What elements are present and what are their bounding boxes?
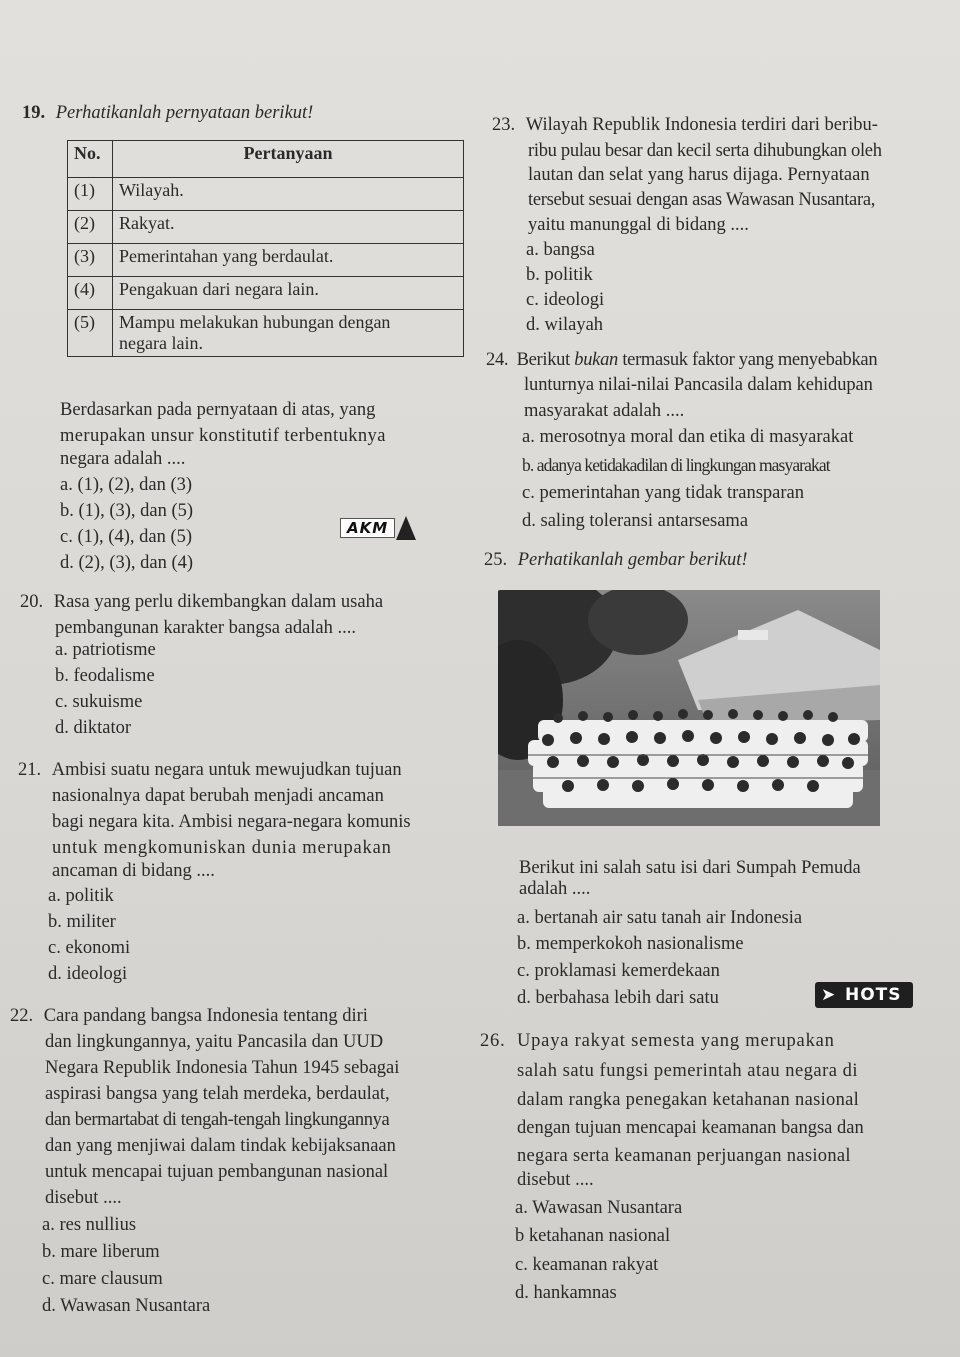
- q26-stem-line: dengan tujuan mencapai keamanan bangsa dan: [517, 1118, 864, 1138]
- q25-stem-line: adalah ....: [519, 879, 591, 899]
- q23-option-d: d. wilayah: [526, 315, 604, 335]
- q19-option-c: c. (1), (4), dan (5): [60, 527, 193, 547]
- table-cell-line: negara lain.: [119, 333, 203, 353]
- table-cell-text: Pengakuan dari negara lain.: [113, 277, 464, 310]
- table-cell-line: Mampu melakukan hubungan dengan: [119, 312, 391, 332]
- akm-badge: [340, 516, 420, 542]
- table-cell-no: (2): [68, 211, 113, 244]
- triangle-icon: [396, 516, 416, 540]
- q19-option-b: b. (1), (3), dan (5): [60, 501, 194, 521]
- q25-option-c: c. proklamasi kemerdekaan: [517, 961, 720, 981]
- q22-number: 22.: [10, 1006, 34, 1026]
- sumpah-pemuda-photo: [498, 590, 880, 826]
- q21-option-d: d. ideologi: [48, 964, 128, 984]
- q26-option-b: b ketahanan nasional: [515, 1226, 671, 1246]
- q25-option-d: d. berbahasa lebih dari satu: [517, 988, 719, 1008]
- q19-prompt: [22, 100, 313, 126]
- group-photo-illustration: [498, 590, 880, 826]
- q19-stem-line: Berdasarkan pada pernyataan di atas, yang: [60, 400, 376, 420]
- table-cell-text: Pemerintahan yang berdaulat.: [113, 244, 464, 277]
- q24-stem-pre: Berikut: [516, 350, 575, 370]
- q23-number: 23.: [492, 115, 516, 135]
- table-row: [68, 178, 464, 211]
- q19-stem-line: negara adalah ....: [60, 449, 186, 469]
- q20-stem-line: Rasa yang perlu dikembangkan dalam usaha: [53, 592, 384, 612]
- q22-stem-line: dan lingkungannya, yaitu Pancasila dan UUD: [45, 1032, 384, 1052]
- q24-option-a: a. merosotnya moral dan etika di masyarakat: [522, 427, 854, 447]
- q21-option-b: b. militer: [48, 912, 116, 932]
- q21-option-a: a. politik: [48, 886, 114, 906]
- q21-stem-line: nasionalnya dapat berubah menjadi ancaman: [52, 786, 384, 806]
- q25-prompt: [484, 547, 748, 573]
- q22-stem-line: dan bermartabat di tengah-tengah lingkungannya: [45, 1110, 390, 1130]
- q21-option-c: c. ekonomi: [48, 938, 131, 958]
- hots-badge: [815, 982, 913, 1008]
- q24-stem: [486, 347, 877, 373]
- q24-stem-line: masyarakat adalah ....: [524, 401, 685, 421]
- q23-stem-line: yaitu manunggal di bidang ....: [528, 215, 749, 235]
- q24-number: 24.: [486, 350, 509, 370]
- q23-stem-line: Wilayah Republik Indonesia terdiri dari beribu-: [525, 115, 878, 135]
- q20-number: 20.: [20, 592, 44, 612]
- q25-number: 25.: [484, 550, 508, 570]
- table-header-row: [68, 141, 464, 178]
- table-row: [68, 211, 464, 244]
- q21-stem-line: Ambisi suatu negara untuk mewujudkan tujuan: [51, 760, 402, 780]
- q26-stem-line: dalam rangka penegakan ketahanan nasional: [517, 1090, 860, 1110]
- q19-statement-table: [67, 140, 464, 357]
- table-cell-no: (4): [68, 277, 113, 310]
- table-cell-text: Wilayah.: [113, 178, 464, 211]
- q23-stem-line: lautan dan selat yang harus dijaga. Pernyataan: [528, 165, 870, 185]
- q22-option-b: b. mare liberum: [42, 1242, 160, 1262]
- q20-option-d: d. diktator: [55, 718, 132, 738]
- q20-stem-line: pembangunan karakter bangsa adalah ....: [55, 618, 357, 638]
- q21-stem-line: ancaman di bidang ....: [52, 861, 215, 881]
- q25-option-a: a. bertanah air satu tanah air Indonesia: [517, 908, 803, 928]
- q19-option-a: a. (1), (2), dan (3): [60, 475, 193, 495]
- q24-stem-line: lunturnya nilai-nilai Pancasila dalam kehidupan: [524, 375, 873, 395]
- table-header-no: No.: [68, 141, 113, 178]
- q26-stem-line: Upaya rakyat semesta yang merupakan: [516, 1031, 835, 1051]
- q26-number: 26.: [480, 1031, 506, 1051]
- q25-option-b: b. memperkokoh nasionalisme: [517, 934, 744, 954]
- q22-stem-line: Cara pandang bangsa Indonesia tentang diri: [43, 1006, 368, 1026]
- q21-number: 21.: [18, 760, 42, 780]
- q20-option-c: c. sukuisme: [55, 692, 143, 712]
- q26-option-d: d. hankamnas: [515, 1283, 617, 1303]
- q22-stem-line: dan yang menjiwai dalam tindak kebijaksanaan: [45, 1136, 396, 1156]
- q19-number: 19.: [22, 103, 46, 123]
- akm-badge-label: AKM: [340, 518, 395, 538]
- q22-stem-line: Negara Republik Indonesia Tahun 1945 sebagai: [45, 1058, 400, 1078]
- q21-stem-line: bagi negara kita. Ambisi negara-negara komunis: [52, 812, 411, 832]
- table-cell-no: (3): [68, 244, 113, 277]
- hots-badge-label: HOTS: [845, 985, 902, 1005]
- q21-stem-line: untuk mengkomuniskan dunia merupakan: [52, 838, 392, 858]
- q23-option-c: c. ideologi: [526, 290, 605, 310]
- q23-option-b: b. politik: [526, 265, 593, 285]
- q22-stem-line: untuk mencapai tujuan pembangunan nasional: [45, 1162, 389, 1182]
- q26-stem-line: salah satu fungsi pemerintah atau negara di: [517, 1061, 859, 1081]
- q24-option-c: c. pemerintahan yang tidak transparan: [522, 483, 805, 503]
- q25-prompt-text: Perhatikanlah gembar berikut!: [517, 550, 748, 570]
- table-cell-text: Rakyat.: [113, 211, 464, 244]
- q24-option-b: b. adanya ketidakadilan di lingkungan masyarakat: [522, 455, 830, 475]
- table-cell-text: [113, 310, 464, 357]
- q25-stem-line: Berikut ini salah satu isi dari Sumpah Pemuda: [519, 858, 861, 878]
- q19-prompt-text: Perhatikanlah pernyataan berikut!: [55, 103, 314, 123]
- q23-stem: [492, 112, 878, 138]
- table-row: [68, 277, 464, 310]
- q19-stem-line: merupakan unsur konstitutif terbentuknya: [60, 426, 386, 446]
- q23-stem-line: ribu pulau besar dan kecil serta dihubungkan oleh: [528, 141, 882, 161]
- q26-option-a: a. Wawasan Nusantara: [515, 1198, 683, 1218]
- q26-stem-line: disebut ....: [517, 1170, 594, 1190]
- q23-stem-line: tersebut sesuai dengan asas Wawasan Nusantara,: [528, 190, 876, 210]
- q22-stem: [10, 1003, 368, 1029]
- q20-option-b: b. feodalisme: [55, 666, 155, 686]
- table-cell-no: (1): [68, 178, 113, 211]
- chevron-right-icon: ➤: [821, 985, 836, 1005]
- q24-stem-post: termasuk faktor yang menyebabkan: [618, 350, 878, 370]
- q20-stem: [20, 589, 383, 615]
- q22-stem-line: disebut ....: [45, 1188, 122, 1208]
- table-row: [68, 244, 464, 277]
- q24-option-d: d. saling toleransi antarsesama: [522, 511, 749, 531]
- q26-stem: [480, 1028, 835, 1054]
- q22-option-a: a. res nullius: [42, 1215, 137, 1235]
- q20-option-a: a. patriotisme: [55, 640, 156, 660]
- q26-option-c: c. keamanan rakyat: [515, 1255, 659, 1275]
- q22-option-d: d. Wawasan Nusantara: [42, 1296, 211, 1316]
- table-cell-no: (5): [68, 310, 113, 357]
- q22-option-c: c. mare clausum: [42, 1269, 163, 1289]
- q26-stem-line: negara serta keamanan perjuangan nasional: [517, 1146, 851, 1166]
- table-row: [68, 310, 464, 357]
- q23-option-a: a. bangsa: [526, 240, 595, 260]
- q19-option-d: d. (2), (3), dan (4): [60, 553, 194, 573]
- q24-stem-emphasis: bukan: [574, 350, 618, 370]
- table-header-pertanyaan: Pertanyaan: [113, 141, 464, 178]
- q21-stem: [18, 757, 402, 783]
- q22-stem-line: aspirasi bangsa yang telah merdeka, berdaulat,: [45, 1084, 390, 1104]
